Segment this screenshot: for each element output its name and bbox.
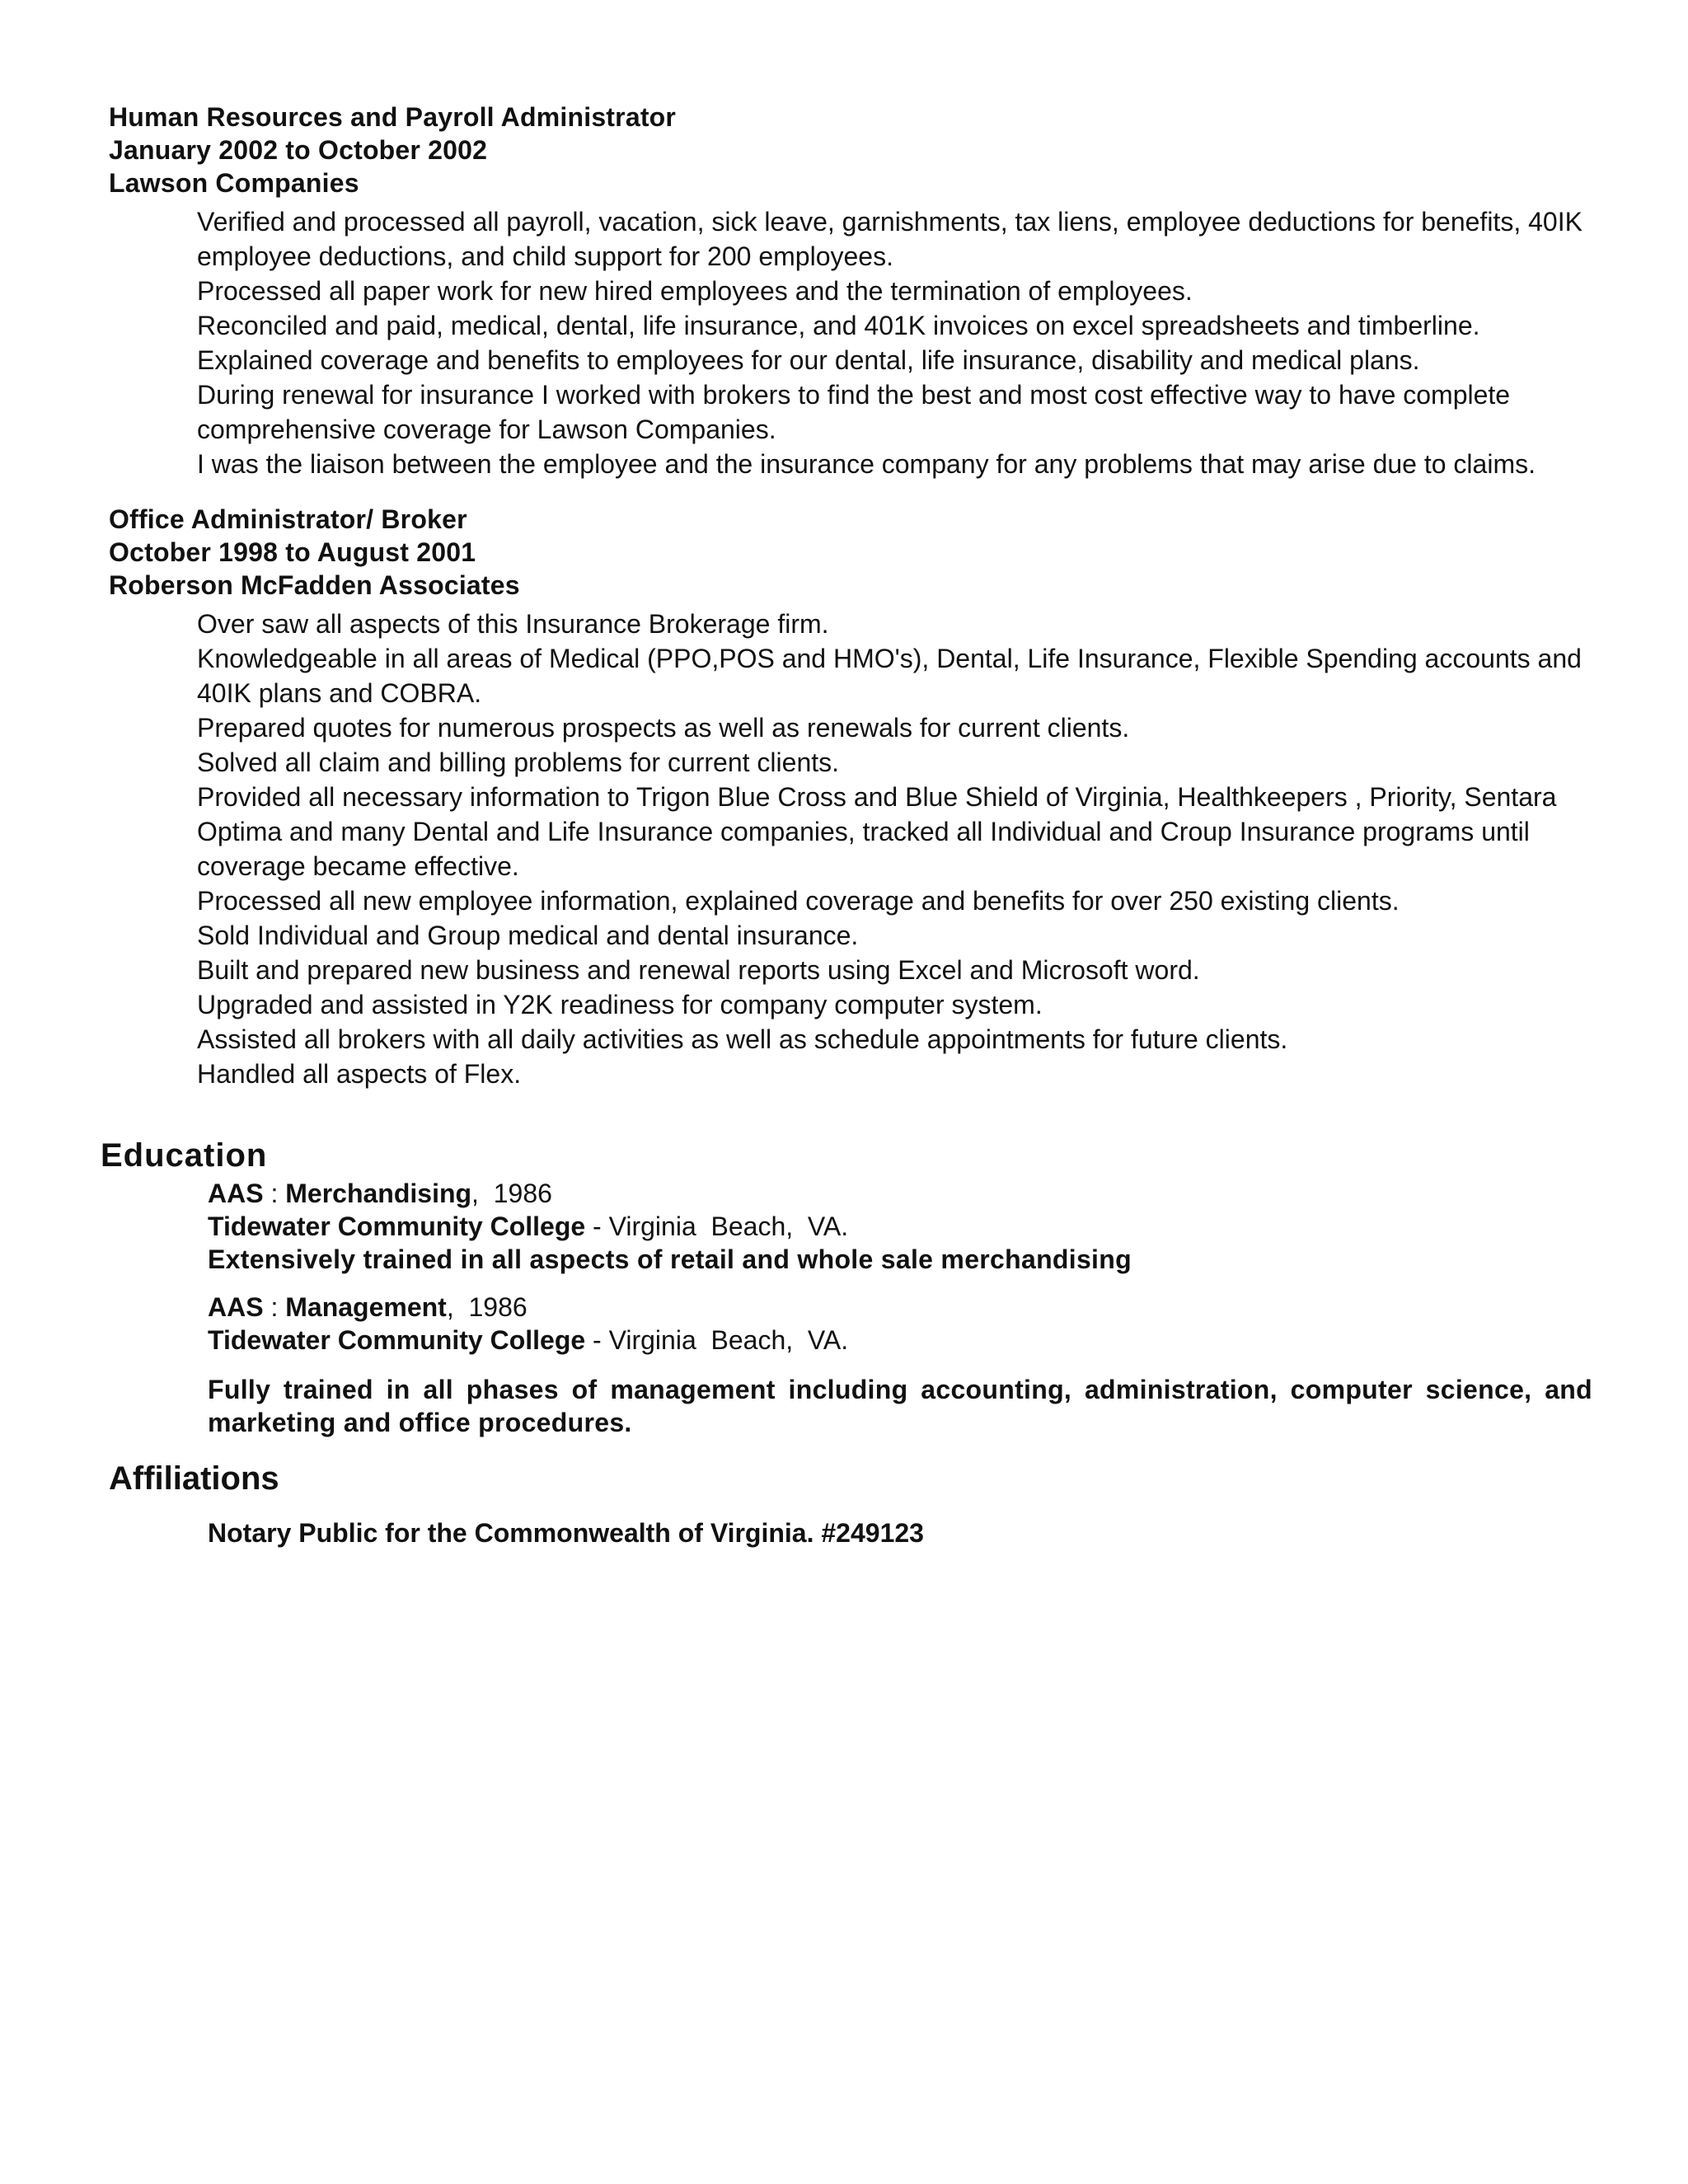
education-description: Extensively trained in all aspects of retail and whole sale merchandising	[208, 1244, 1132, 1274]
degree-line	[208, 1177, 1592, 1210]
job-entry	[109, 101, 1582, 481]
school-line	[208, 1324, 1592, 1357]
degree-line	[208, 1291, 1592, 1324]
school-location: - Virginia Beach, VA.	[585, 1325, 849, 1355]
duty-item: Over saw all aspects of this Insurance Brokerage firm.	[197, 609, 829, 639]
duty-item: Sold Individual and Group medical and dental insurance.	[197, 921, 859, 950]
duty-item: I was the liaison between the employee and the insurance company for any problems that may arise due to claims.	[197, 449, 1536, 479]
job-company: Lawson Companies	[109, 168, 359, 198]
year: , 1986	[446, 1292, 528, 1322]
duty-item: Processed all new employee information, explained coverage and benefits for over 250 existing clients.	[197, 886, 1400, 916]
duty-item: Verified and processed all payroll, vacation, sick leave, garnishments, tax liens, employee deductions for benefits, 40IK employee deductions, and child support for 200 employees.	[197, 207, 1582, 271]
duty-item: Assisted all brokers with all daily activities as well as schedule appointments for future clients.	[197, 1024, 1288, 1054]
year: , 1986	[471, 1179, 552, 1208]
duty-item: Handled all aspects of Flex.	[197, 1059, 522, 1089]
duty-item: During renewal for insurance I worked with brokers to find the best and most cost effective way to have complete comprehensive coverage for Lawson Companies.	[197, 380, 1511, 444]
school-line	[208, 1210, 1592, 1243]
job-dates: January 2002 to October 2002	[109, 135, 488, 165]
duty-item: Reconciled and paid, medical, dental, life insurance, and 401K invoices on excel spreadsheets and timberline.	[197, 311, 1480, 340]
major: Merchandising	[285, 1179, 472, 1208]
job-duties	[197, 204, 1598, 481]
school-location: - Virginia Beach, VA.	[585, 1212, 849, 1241]
school-name: Tidewater Community College	[208, 1325, 586, 1355]
duty-item: Prepared quotes for numerous prospects as well as renewals for current clients.	[197, 713, 1130, 743]
affiliations-heading: Affiliations	[109, 1460, 279, 1497]
school-name: Tidewater Community College	[208, 1212, 586, 1241]
duty-item: Explained coverage and benefits to employees for our dental, life insurance, disability and medical plans.	[197, 345, 1420, 375]
duty-item: Solved all claim and billing problems for current clients.	[197, 748, 840, 777]
job-title: Office Administrator/ Broker	[109, 504, 467, 534]
education-entry	[208, 1177, 1592, 1276]
duty-item: Upgraded and assisted in Y2K readiness for company computer system.	[197, 990, 1043, 1019]
duty-item: Built and prepared new business and renewal reports using Excel and Microsoft word.	[197, 955, 1200, 985]
duty-item: Provided all necessary information to Trigon Blue Cross and Blue Shield of Virginia, Healthkeepers , Priority, Sentara Optima and many Dental and Life Insurance companies, tracked all Individual and Croup Insurance programs until coverage became effective.	[197, 782, 1557, 881]
education-description: Fully trained in all phases of management including accounting, administration, computer science, and marketing and office procedures.	[208, 1375, 1592, 1437]
degree: AAS	[208, 1292, 264, 1322]
major: Management	[285, 1292, 447, 1322]
job-duties	[197, 607, 1598, 1091]
duty-item: Knowledgeable in all areas of Medical (PPO,POS and HMO's), Dental, Life Insurance, Flexible Spending accounts and 40IK plans and COBRA.	[197, 644, 1582, 708]
education-entry	[208, 1291, 1592, 1439]
job-company: Roberson McFadden Associates	[109, 570, 520, 600]
job-dates: October 1998 to August 2001	[109, 537, 476, 567]
degree-separator: :	[263, 1292, 286, 1322]
affiliation-item: Notary Public for the Commonwealth of Virginia. #249123	[208, 1518, 924, 1548]
job-entry	[109, 503, 1582, 1091]
degree: AAS	[208, 1179, 264, 1208]
duty-item: Processed all paper work for new hired employees and the termination of employees.	[197, 276, 1193, 306]
job-title: Human Resources and Payroll Administrator	[109, 102, 677, 132]
education-heading: Education	[101, 1137, 268, 1174]
degree-separator: :	[263, 1179, 286, 1208]
